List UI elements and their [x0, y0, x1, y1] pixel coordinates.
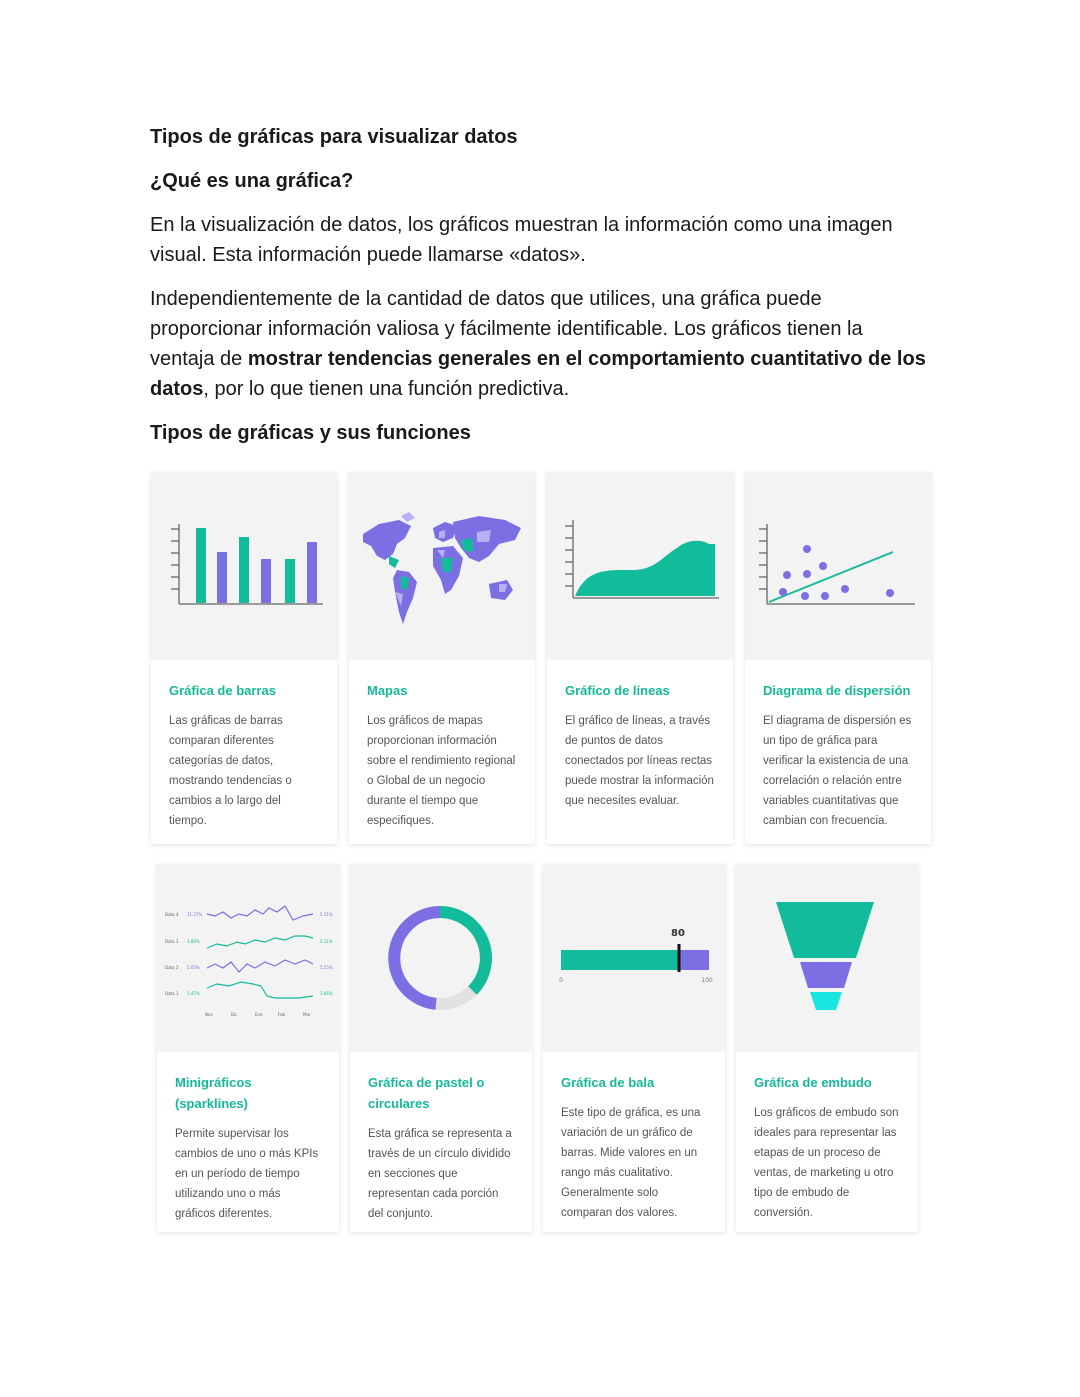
card-title: Diagrama de dispersión	[763, 683, 911, 698]
world-map-icon	[349, 472, 535, 660]
document	[150, 122, 930, 462]
bar-chart-icon	[151, 472, 337, 660]
bullet-chart-icon	[543, 864, 725, 1052]
cards-row-1	[151, 472, 931, 844]
card-description: El gráfico de líneas, a través de puntos de datos conectados por líneas rectas puede mostrar la información que necesites evaluar.	[565, 715, 714, 807]
bullet-marker-value: 80	[671, 928, 685, 939]
card-maps	[349, 472, 535, 844]
card-bullet	[543, 864, 725, 1232]
card-line-chart	[547, 472, 733, 844]
sparkline-month: Mar	[303, 1012, 311, 1017]
sparkline-end: 5.55%	[320, 965, 333, 970]
sparkline-start: 11.27%	[187, 912, 203, 917]
page-title: Tipos de gráficas para visualizar datos	[150, 126, 518, 148]
card-scatter	[745, 472, 931, 844]
card-title: Gráfica de pastel o circulares	[368, 1075, 485, 1111]
scatter-plot-icon	[745, 472, 931, 660]
area-chart-icon	[547, 472, 733, 660]
card-title: Gráfica de embudo	[754, 1075, 872, 1090]
sparkline-label: Data 2	[165, 965, 179, 970]
card-title: Gráfica de bala	[561, 1075, 655, 1090]
card-bar-chart	[151, 472, 337, 844]
card-title: Gráfico de líneas	[565, 683, 670, 698]
card-title: Gráfica de barras	[169, 683, 276, 698]
sparkline-month: Dic	[231, 1012, 238, 1017]
paragraph-2-bold: mostrar tendencias generales en el comportamiento cuantitativo de los datos	[150, 348, 926, 400]
card-title: Minigráficos (sparklines)	[175, 1075, 252, 1111]
cards-row-2	[157, 864, 918, 1232]
sparkline-end: 5.11%	[320, 939, 333, 944]
card-description: Este tipo de gráfica, es una variación de un gráfico de barras. Mide valores en un rango más cualitativo. Generalmente solo comparan dos valores.	[561, 1107, 701, 1219]
paragraph-2	[150, 284, 930, 404]
card-description: Permite supervisar los cambios de uno o más KPIs en un período de tiempo utilizando uno o más gráficos diferentes.	[175, 1128, 319, 1220]
card-sparklines	[157, 864, 339, 1232]
section-heading-que-es: ¿Qué es una gráfica?	[150, 170, 354, 192]
card-description: Los gráficos de mapas proporcionan información sobre el rendimiento regional o Global de un negocio durante el tiempo que especifiques.	[367, 715, 516, 827]
bullet-max-label: 100	[701, 977, 713, 984]
sparkline-start: 5.05%	[187, 965, 200, 970]
sparklines-icon	[157, 864, 339, 1052]
card-description: Las gráficas de barras comparan diferentes categorías de datos, mostrando tendencias o cambios a lo largo del tiempo.	[169, 715, 292, 827]
card-pie	[350, 864, 532, 1232]
paragraph-2-start: Independientemente de la cantidad de datos que utilices, una gráfica puede proporcionar información valiosa y fácilmente identificable. Los gráficos tienen la ventaja de	[150, 288, 863, 370]
sparkline-label: Data 1	[165, 991, 179, 996]
donut-chart-icon	[350, 864, 532, 1052]
sparkline-month: Nov	[205, 1012, 213, 1017]
sparkline-label: Data 4	[165, 912, 179, 917]
sparkline-end: 3.66%	[320, 991, 333, 996]
sparkline-label: Data 3	[165, 939, 179, 944]
section-heading-tipos: Tipos de gráficas y sus funciones	[150, 422, 471, 444]
card-description: Los gráficos de embudo son ideales para representar las etapas de un proceso de ventas, de marketing u otro tipo de embudo de conversión.	[754, 1107, 899, 1219]
funnel-chart-icon	[736, 864, 918, 1052]
bullet-min-label: 0	[559, 977, 563, 984]
sparkline-end: 5.51%	[320, 912, 333, 917]
paragraph-1: En la visualización de datos, los gráficos muestran la información como una imagen visual. Esta información puede llamarse «datos».	[150, 214, 893, 266]
card-description: El diagrama de dispersión es un tipo de gráfica para verificar la existencia de una correlación o relación entre variables cuantitativas que cambian con frecuencia.	[763, 715, 912, 827]
paragraph-2-end: , por lo que tienen una función predictiva.	[203, 378, 570, 400]
sparkline-month: Feb	[278, 1012, 286, 1017]
card-funnel	[736, 864, 918, 1232]
sparkline-start: 3.86%	[187, 939, 200, 944]
card-title: Mapas	[367, 683, 408, 698]
sparkline-start: 5.47%	[187, 991, 200, 996]
sparkline-month: Ene	[255, 1012, 263, 1017]
card-description: Esta gráfica se representa a través de un círculo dividido en secciones que representan cada porción del conjunto.	[368, 1128, 512, 1220]
